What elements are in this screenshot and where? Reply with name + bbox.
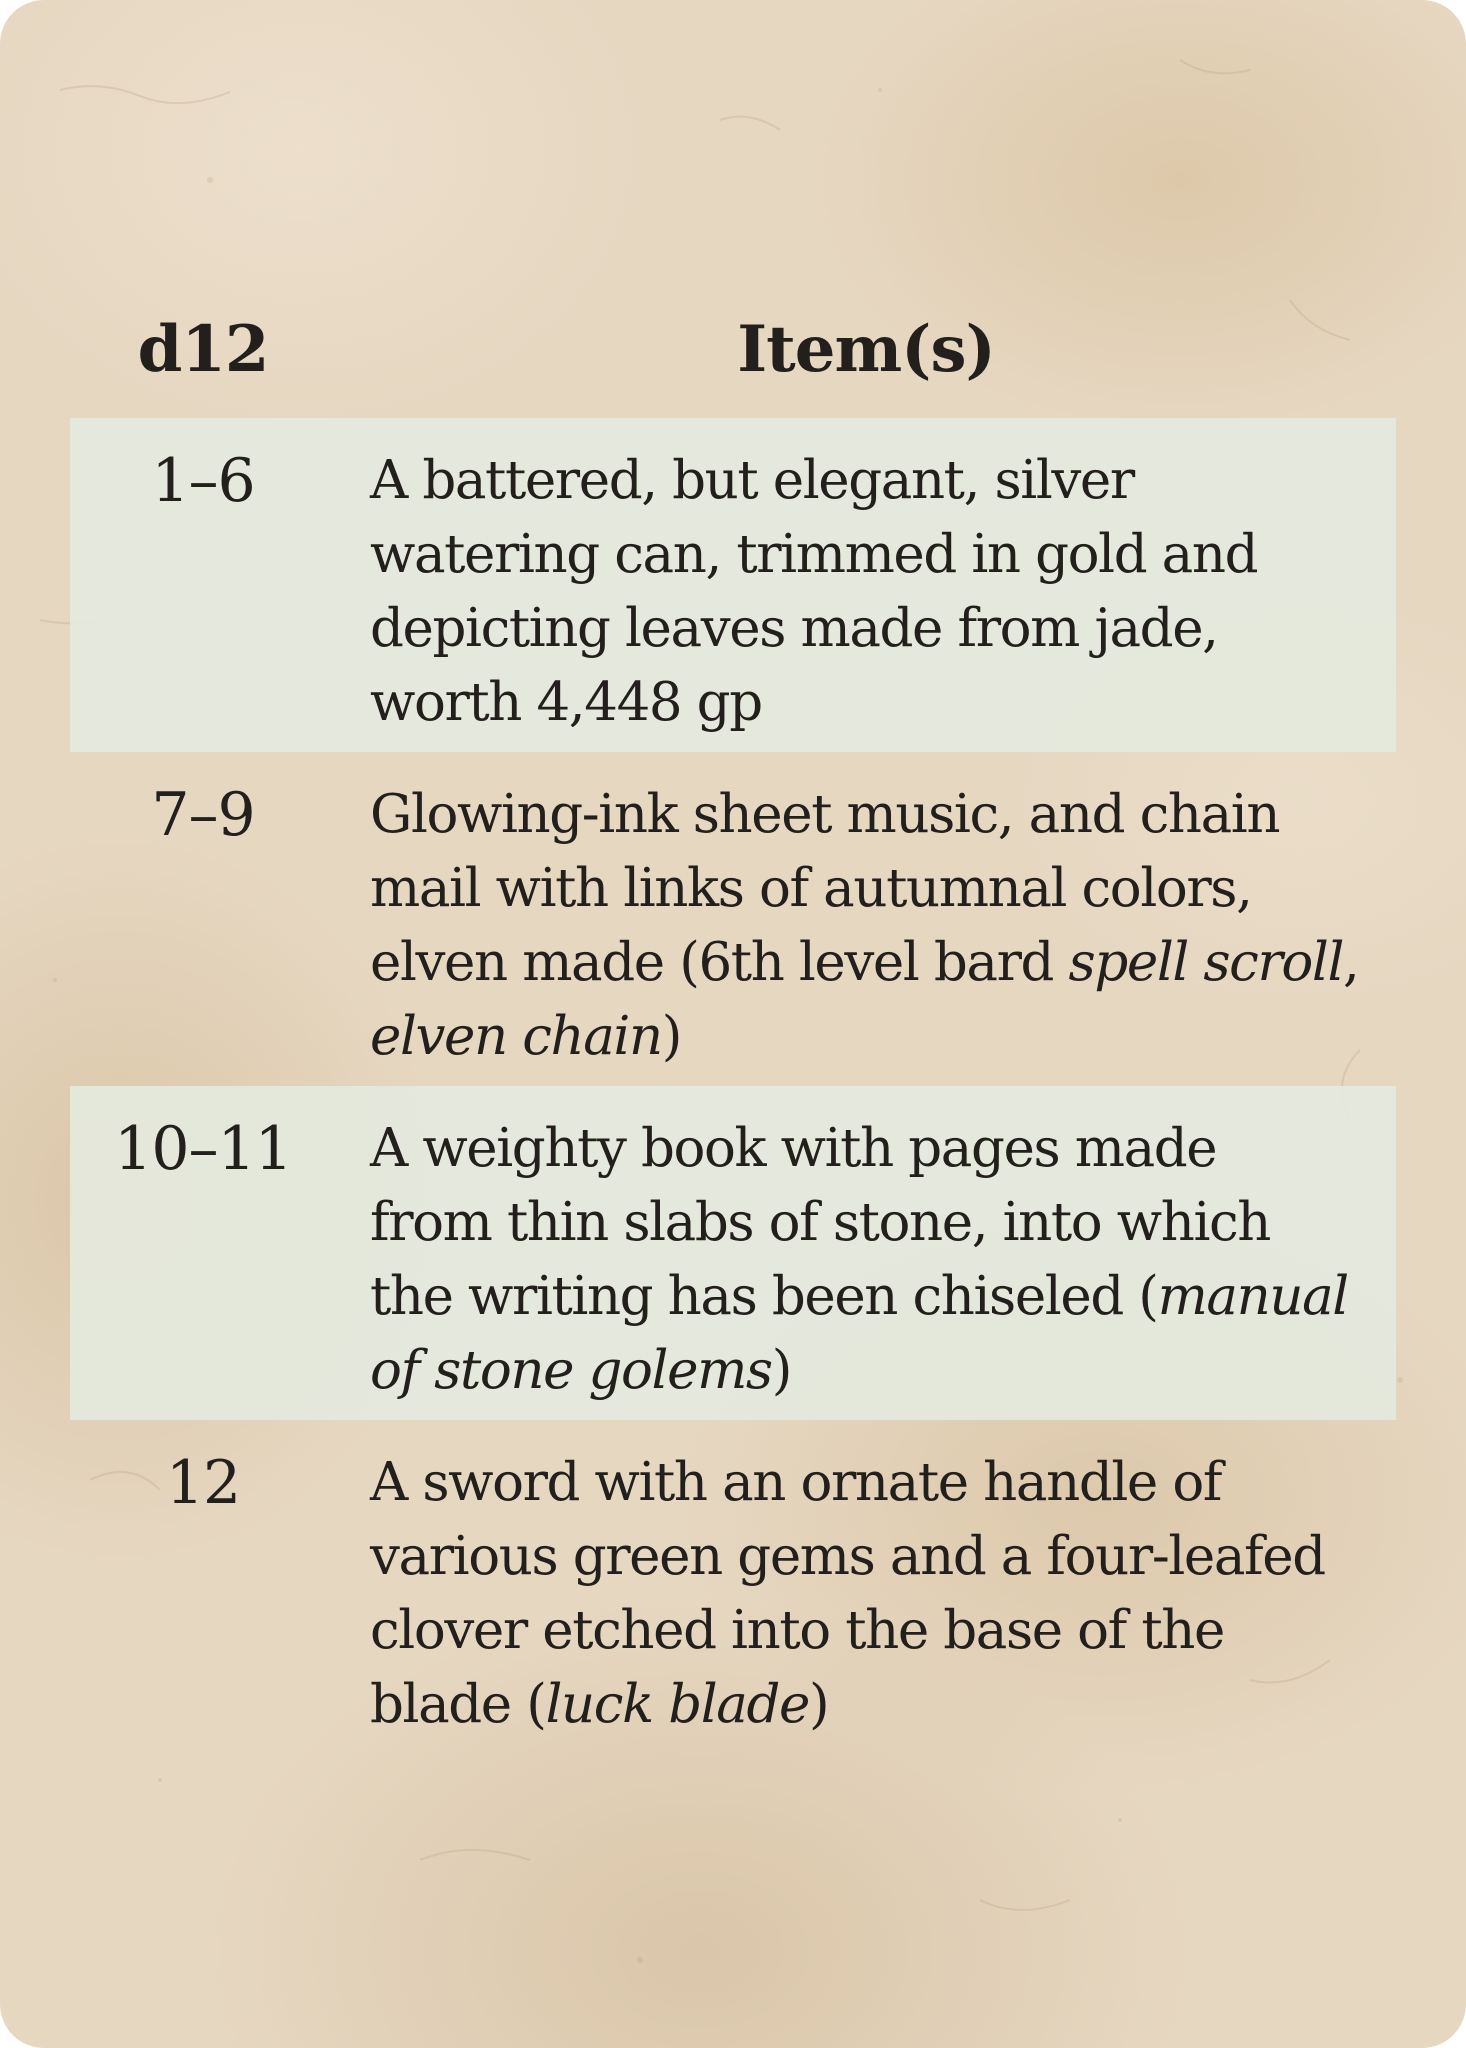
- table-row: [70, 752, 1396, 1086]
- description-line: [370, 592, 1378, 666]
- description-text: clover etched into the base of the: [370, 1600, 1224, 1661]
- loot-table: [70, 310, 1396, 1754]
- description-line: [370, 1112, 1378, 1186]
- item-description: [370, 1446, 1378, 1742]
- description-line: [370, 1446, 1378, 1520]
- description-text: from thin slabs of stone, into which: [370, 1192, 1271, 1253]
- table-row: [70, 1086, 1396, 1420]
- description-text: elven made (6th level bard: [370, 932, 1069, 993]
- description-line: [370, 518, 1378, 592]
- roll-range: 1–6: [151, 446, 255, 516]
- item-description: [370, 444, 1378, 740]
- description-text: mail with links of autumnal colors,: [370, 858, 1252, 919]
- description-line: [370, 1594, 1378, 1668]
- description-text: watering can, trimmed in gold and: [370, 524, 1258, 585]
- table-row: [70, 1420, 1396, 1754]
- item-name-italic: elven chain: [370, 1006, 662, 1067]
- header-d12: d12: [137, 312, 269, 387]
- description-line: [370, 1334, 1378, 1408]
- description-text: ): [771, 1340, 792, 1401]
- item-name-italic: spell scroll: [1068, 932, 1344, 993]
- description-text: the writing has been chiseled (: [370, 1266, 1158, 1327]
- header-items: Item(s): [737, 312, 995, 387]
- description-text: A sword with an ornate handle of: [370, 1452, 1222, 1513]
- description-line: [370, 778, 1378, 852]
- description-line: [370, 666, 1378, 740]
- description-text: ): [661, 1006, 681, 1067]
- description-line: [370, 1668, 1378, 1742]
- roll-range: 7–9: [151, 780, 255, 850]
- description-line: [370, 1000, 1378, 1074]
- description-text: A weighty book with pages made: [370, 1118, 1217, 1179]
- description-text: A battered, but elegant, silver: [370, 450, 1134, 511]
- description-text: ,: [1343, 932, 1359, 993]
- description-text: Glowing-ink sheet music, and chain: [370, 784, 1280, 845]
- description-text: depicting leaves made from jade,: [370, 598, 1218, 659]
- description-line: [370, 444, 1378, 518]
- description-line: [370, 1260, 1378, 1334]
- table-header: [70, 310, 1396, 418]
- description-line: [370, 852, 1378, 926]
- item-name-italic: of stone golems: [370, 1340, 772, 1401]
- item-name-italic: manual: [1157, 1266, 1348, 1327]
- description-line: [370, 1186, 1378, 1260]
- description-line: [370, 1520, 1378, 1594]
- description-text: worth 4,448 gp: [370, 672, 762, 733]
- item-description: [370, 778, 1378, 1074]
- roll-range: 10–11: [114, 1114, 292, 1184]
- description-text: various green gems and a four-leafed: [370, 1526, 1325, 1587]
- item-description: [370, 1112, 1378, 1408]
- description-text: ): [809, 1674, 829, 1735]
- roll-range: 12: [165, 1448, 241, 1518]
- table-body: [70, 418, 1396, 1754]
- description-text: blade (: [370, 1674, 546, 1735]
- item-name-italic: luck blade: [545, 1674, 809, 1735]
- table-row: [70, 418, 1396, 752]
- description-line: [370, 926, 1378, 1000]
